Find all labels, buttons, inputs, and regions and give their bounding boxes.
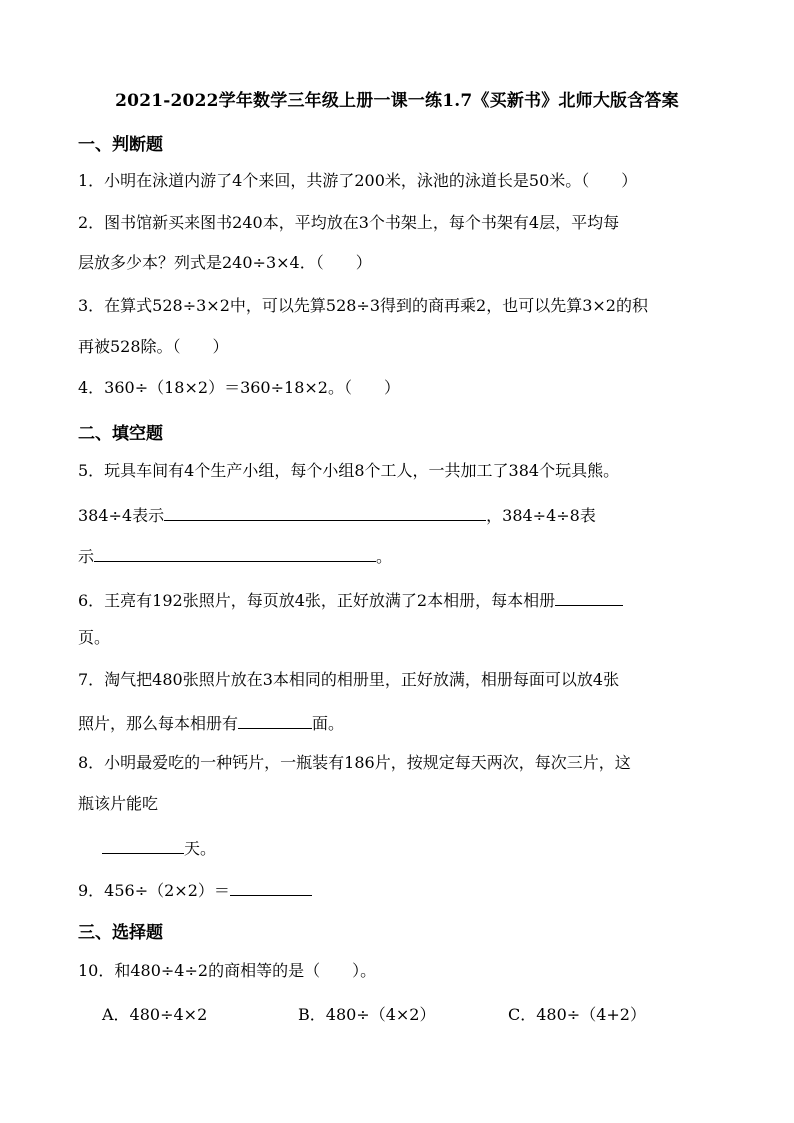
question-7-text-a: 照片，那么每本相册有 <box>78 714 239 733</box>
question-10: 10．和480÷4÷2的商相等的是（ ）。 <box>78 961 377 980</box>
question-5-line-3 <box>78 543 392 568</box>
answer-blank[interactable] <box>102 835 184 854</box>
question-5-line-1: 5．玩具车间有4个生产小组，每个小组8个工人，一共加工了384个玩具熊。 <box>78 461 620 480</box>
question-7-line-1: 7．淘气把480张照片放在3本相同的相册里，正好放满，相册每面可以放4张 <box>78 670 620 689</box>
section-heading-judgment: 一、判断题 <box>78 135 163 155</box>
question-5-line-2 <box>78 502 596 527</box>
question-5-text-b: ，384÷4÷8表 <box>486 506 596 525</box>
question-2-line-2: 层放多少本？列式是240÷3×4．（ ） <box>78 253 372 272</box>
answer-blank[interactable] <box>94 543 376 562</box>
question-6-text: 6．王亮有192张照片，每页放4张，正好放满了2本相册，每本相册 <box>78 591 556 610</box>
question-6-line-2: 页。 <box>78 628 111 647</box>
answer-blank[interactable] <box>238 710 312 729</box>
question-3-line-2: 再被528除。（ ） <box>78 337 229 356</box>
question-9 <box>78 877 312 902</box>
question-8-line-2: 瓶该片能吃 <box>78 794 159 813</box>
question-6-line-1 <box>78 587 623 612</box>
question-3-line-1: 3．在算式528÷3×2中，可以先算528÷3得到的商再乘2，也可以先算3×2的积 <box>78 296 648 315</box>
question-7-text-b: 面。 <box>312 714 345 733</box>
question-4: 4．360÷（18×2）＝360÷18×2。（ ） <box>78 378 400 397</box>
question-5-text-c: 示 <box>78 547 95 566</box>
question-8-line-3 <box>102 835 216 860</box>
option-a[interactable]: A．480÷4×2 <box>102 1005 208 1024</box>
section-heading-fill-blank: 二、填空题 <box>78 424 163 444</box>
question-1: 1．小明在泳道内游了4个来回，共游了200米，泳池的泳道长是50米。（ ） <box>78 171 638 190</box>
question-8-line-1: 8．小明最爱吃的一种钙片，一瓶装有186片，按规定每天两次，每次三片，这 <box>78 753 631 772</box>
question-7-line-2 <box>78 710 344 735</box>
answer-blank[interactable] <box>555 587 623 606</box>
question-5-text-a: 384÷4表示 <box>78 506 165 525</box>
question-9-text: 9．456÷（2×2）＝ <box>78 881 230 900</box>
question-2-line-1: 2．图书馆新买来图书240本，平均放在3个书架上，每个书架有4层，平均每 <box>78 213 620 232</box>
section-heading-choice: 三、选择题 <box>78 923 163 943</box>
question-8-text: 天。 <box>184 839 217 858</box>
answer-blank[interactable] <box>164 502 486 521</box>
answer-blank[interactable] <box>230 877 312 896</box>
question-5-text-d: 。 <box>376 547 393 566</box>
option-c[interactable]: C．480÷（4+2） <box>508 1005 646 1024</box>
option-b[interactable]: B．480÷（4×2） <box>298 1005 436 1024</box>
document-title: 2021-2022学年数学三年级上册一课一练1.7《买新书》北师大版含答案 <box>115 91 679 111</box>
